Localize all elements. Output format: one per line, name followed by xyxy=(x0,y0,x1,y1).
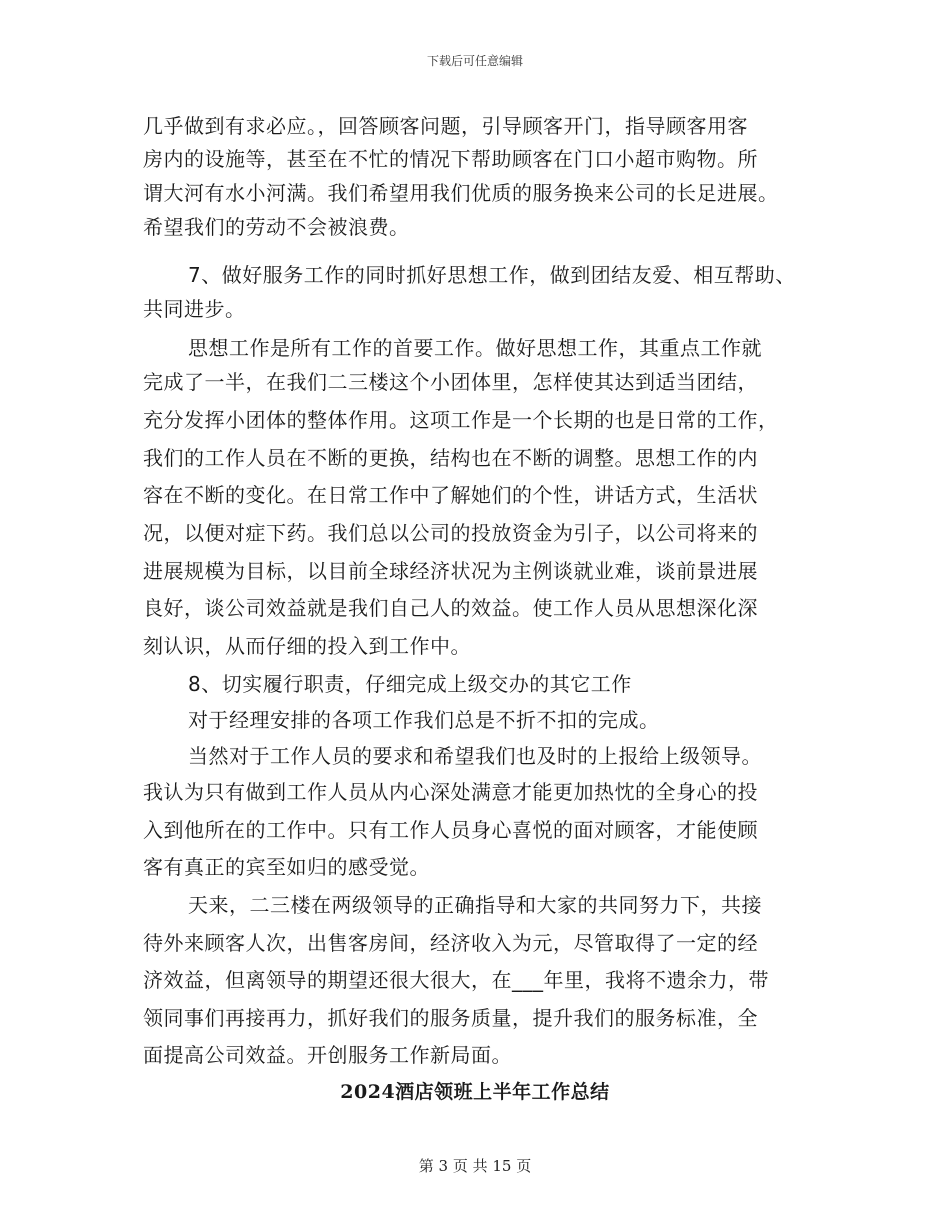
body-line: 良好，谈公司效益就是我们自己人的效益。使工作人员从思想深化深 xyxy=(143,596,758,620)
body-line: 容在不断的变化。在日常工作中了解她们的个性，讲话方式，生活状 xyxy=(143,483,758,507)
paragraph-first-line: 当然对于工作人员的要求和希望我们也及时的上报给上级领导。 xyxy=(188,744,762,768)
body-line: 房内的设施等，甚至在不忙的情况下帮助顾客在门口小超市购物。所 xyxy=(143,147,758,171)
page-header: 下载后可任意编辑 xyxy=(426,54,523,68)
body-line: 刻认识，从而仔细的投入到工作中。 xyxy=(143,634,471,658)
numbered-item-heading: 7、做好服务工作的同时抓好思想工作，做到团结友爱、相互帮助、 xyxy=(188,263,796,287)
body-line: 济效益，但离领导的期望还很大很大，在___年里，我将不遗余力，带 xyxy=(143,968,769,992)
body-line: 况，以便对症下药。我们总以公司的投放资金为引子，以公司将来的 xyxy=(143,521,758,545)
body-line: 希望我们的劳动不会被浪费。 xyxy=(143,215,410,239)
body-line: 共同进步。 xyxy=(143,297,246,321)
numbered-item-heading: 8、切实履行职责，仔细完成上级交办的其它工作 xyxy=(188,672,632,696)
body-line: 充分发挥小团体的整体作用。这项工作是一个长期的也是日常的工作， xyxy=(143,408,779,432)
body-line: 我们的工作人员在不断的更换，结构也在不断的调整。思想工作的内 xyxy=(143,446,758,470)
body-line: 完成了一半，在我们二三楼这个小团体里，怎样使其达到适当团结， xyxy=(143,370,758,394)
body-line: 入到他所在的工作中。只有工作人员身心喜悦的面对顾客，才能使顾 xyxy=(143,818,758,842)
paragraph-first-line: 思想工作是所有工作的首要工作。做好思想工作，其重点工作就 xyxy=(188,336,762,360)
body-line: 面提高公司效益。开创服务工作新局面。 xyxy=(143,1043,512,1067)
body-line: 进展规模为目标，以目前全球经济状况为主例谈就业难，谈前景进展 xyxy=(143,559,758,583)
body-line: 几乎做到有求必应。，回答顾客问题，引导顾客开门，指导顾客用客 xyxy=(143,114,748,138)
page-number: 第 3 页 共 15 页 xyxy=(418,1157,532,1175)
paragraph-first-line: 对于经理安排的各项工作我们总是不折不扣的完成。 xyxy=(188,708,660,732)
body-line: 领同事们再接再力，抓好我们的服务质量，提升我们的服务标准，全 xyxy=(143,1006,758,1030)
body-line: 客有真正的宾至如归的感受觉。 xyxy=(143,855,430,879)
body-line: 我认为只有做到工作人员从内心深处满意才能更加热忱的全身心的投 xyxy=(143,780,758,804)
body-line: 待外来顾客人次，出售客房间，经济收入为元，尽管取得了一定的经 xyxy=(143,931,758,955)
paragraph-first-line: 天来，二三楼在两级领导的正确指导和大家的共同努力下，共接 xyxy=(188,893,762,917)
section-title: 2024酒店领班上半年工作总结 xyxy=(340,1081,610,1103)
body-line: 谓大河有水小河满。我们希望用我们优质的服务换来公司的长足进展。 xyxy=(143,181,779,205)
